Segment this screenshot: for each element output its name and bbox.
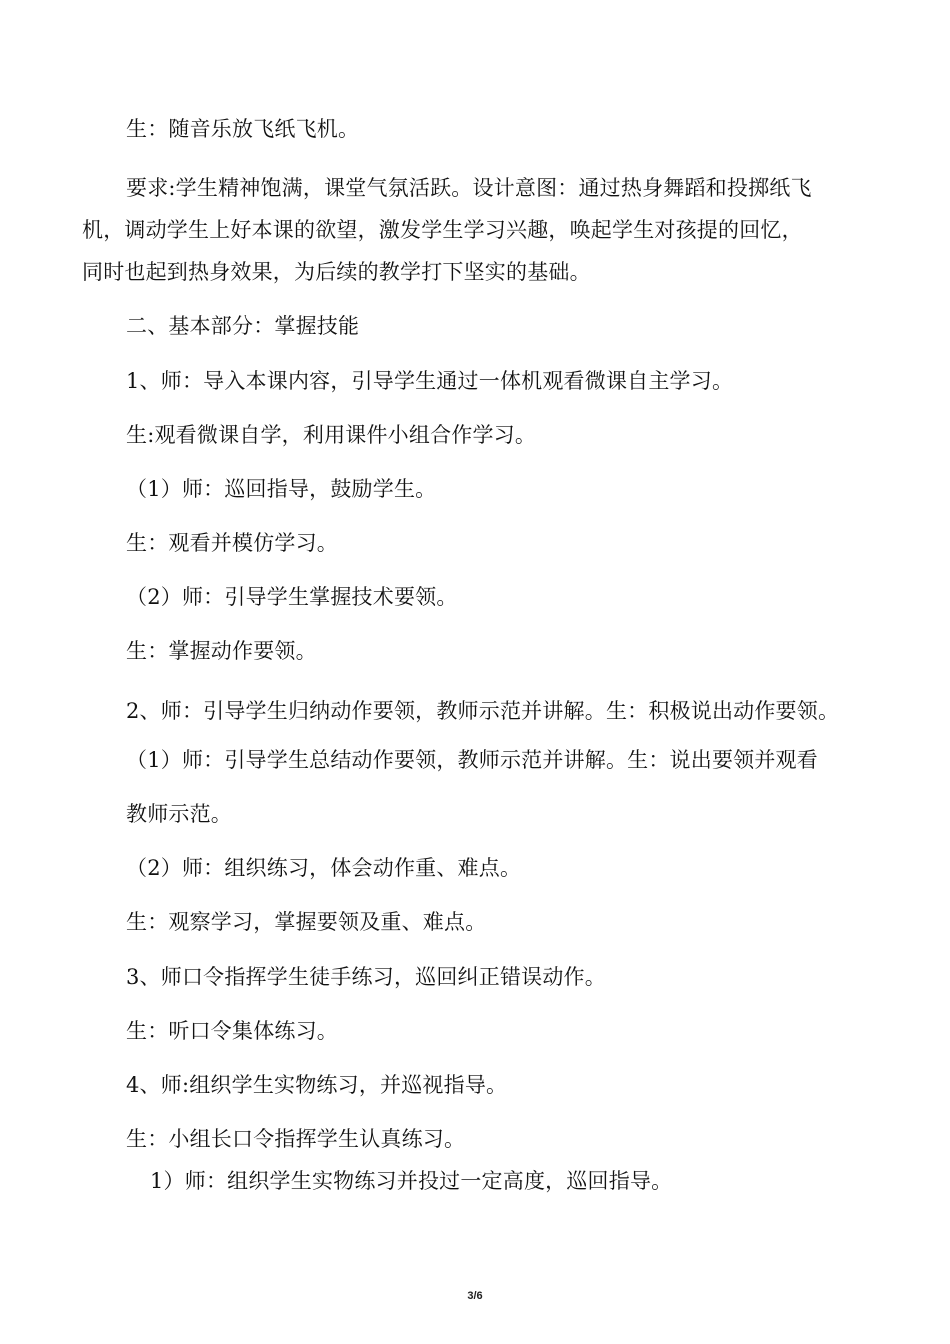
paragraph-line: 生：听口令集体练习。 [126,1019,338,1043]
page-number: 3/6 [467,1290,483,1302]
paragraph-line: （1）师：引导学生总结动作要领，教师示范并讲解。生：说出要领并观看 [126,748,818,772]
paragraph-line: 1、师：导入本课内容，引导学生通过一体机观看微课自主学习。 [126,369,734,393]
paragraph-line: 生：随音乐放飞纸飞机。 [126,117,360,141]
paragraph-line: 生：观看并模仿学习。 [126,531,338,555]
paragraph-line: （2）师：引导学生掌握技术要领。 [126,585,458,609]
paragraph-line: 同时也起到热身效果，为后续的教学打下坚实的基础。 [82,260,591,284]
paragraph-line: 1）师：组织学生实物练习并投过一定高度，巡回指导。 [150,1169,673,1193]
paragraph-line: 3、师口令指挥学生徒手练习，巡回纠正错误动作。 [126,965,606,989]
paragraph-line: 生：小组长口令指挥学生认真练习。 [126,1127,466,1151]
paragraph-line: 要求:学生精神饱满，课堂气氛活跃。设计意图：通过热身舞蹈和投掷纸飞 [126,176,812,200]
paragraph-line: 生：观察学习，掌握要领及重、难点。 [126,910,487,934]
paragraph-line: 生:观看微课自学，利用课件小组合作学习。 [126,423,537,447]
paragraph-line: （2）师：组织练习，体会动作重、难点。 [126,856,522,880]
paragraph-line: 2、师：引导学生归纳动作要领，教师示范并讲解。生：积极说出动作要领。 [126,699,840,723]
paragraph-line: 生：掌握动作要领。 [126,639,317,663]
section-heading: 二、基本部分：掌握技能 [126,314,360,338]
paragraph-line: （1）师：巡回指导，鼓励学生。 [126,477,437,501]
paragraph-line: 教师示范。 [126,802,232,826]
paragraph-line: 机，调动学生上好本课的欲望，激发学生学习兴趣，唤起学生对孩提的回忆， [82,218,803,242]
paragraph-line: 4、师:组织学生实物练习，并巡视指导。 [126,1073,508,1097]
